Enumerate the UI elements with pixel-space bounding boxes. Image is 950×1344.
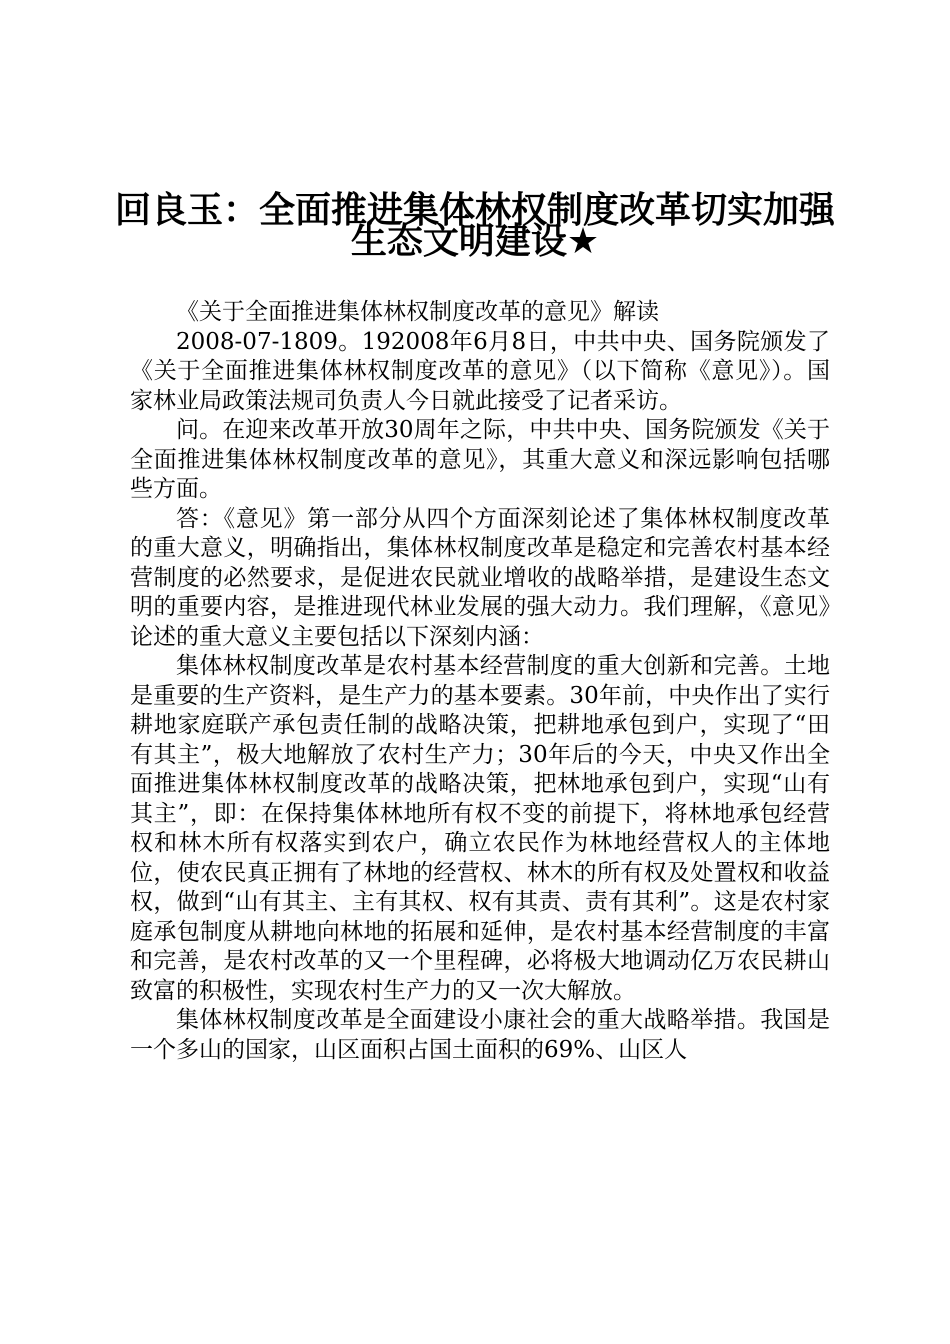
question-paragraph: 问。在迎来改革开放30周年之际，中共中央、国务院颁发《关于全面推进集体林权制度改革的意见》，其重大意义和深远影响包括哪些方面。 — [130, 417, 830, 502]
intro-paragraph: 2008-07-1809。192008年6月8日，中共中央、国务院颁发了《关于全面推进集体林权制度改革的意见》（以下简称《意见》）。国家林业局政策法规司负责人今日就此接受了记者采访。 — [130, 328, 830, 414]
body-paragraph: 集体林权制度改革是全面建设小康社会的重大战略举措。我国是一个多山的国家，山区面积占国土面积的69%、山区人 — [130, 1007, 830, 1063]
document-body — [130, 298, 830, 1065]
document-title-line-1: 回良玉：全面推进集体林权制度改革切实加强 — [114, 190, 835, 231]
document-title-line-2: 生态文明建设★ — [350, 221, 600, 262]
subtitle-paragraph: 《关于全面推进集体林权制度改革的意见》解读 — [176, 299, 659, 325]
answer-paragraph: 答：《意见》第一部分从四个方面深刻论述了集体林权制度改革的重大意义，明确指出，集体林权制度改革是稳定和完善农村基本经营制度的必然要求，是促进农民就业增收的战略举措，是建设生态文明的重要内容，是推进现代林业发展的强大动力。我们理解，《意见》论述的重大意义主要包括以下深刻内涵： — [130, 505, 830, 650]
body-paragraph: 集体林权制度改革是农村基本经营制度的重大创新和完善。土地是重要的生产资料，是生产力的基本要素。30年前，中央作出了实行耕地家庭联产承包责任制的战略决策，把耕地承包到户，实现了“田有其主”，极大地解放了农村生产力；30年后的今天，中央又作出全面推进集体林权制度改革的战略决策，把林地承包到户，实现“山有其主”，即：在保持集体林地所有权不变的前提下，将林地承包经营权和林木所有权落实到农户，确立农民作为林地经营权人的主体地位，使农民真正拥有了林地的经营权、林木的所有权及处置权和收益权，做到“山有其主、主有其权、权有其责、责有其利”。这是农村家庭承包制度从耕地向林地的拓展和延伸，是农村基本经营制度的丰富和完善，是农村改革的又一个里程碑，必将极大地调动亿万农民耕山致富的积极性，实现农村生产力的又一次大解放。 — [130, 653, 830, 1004]
